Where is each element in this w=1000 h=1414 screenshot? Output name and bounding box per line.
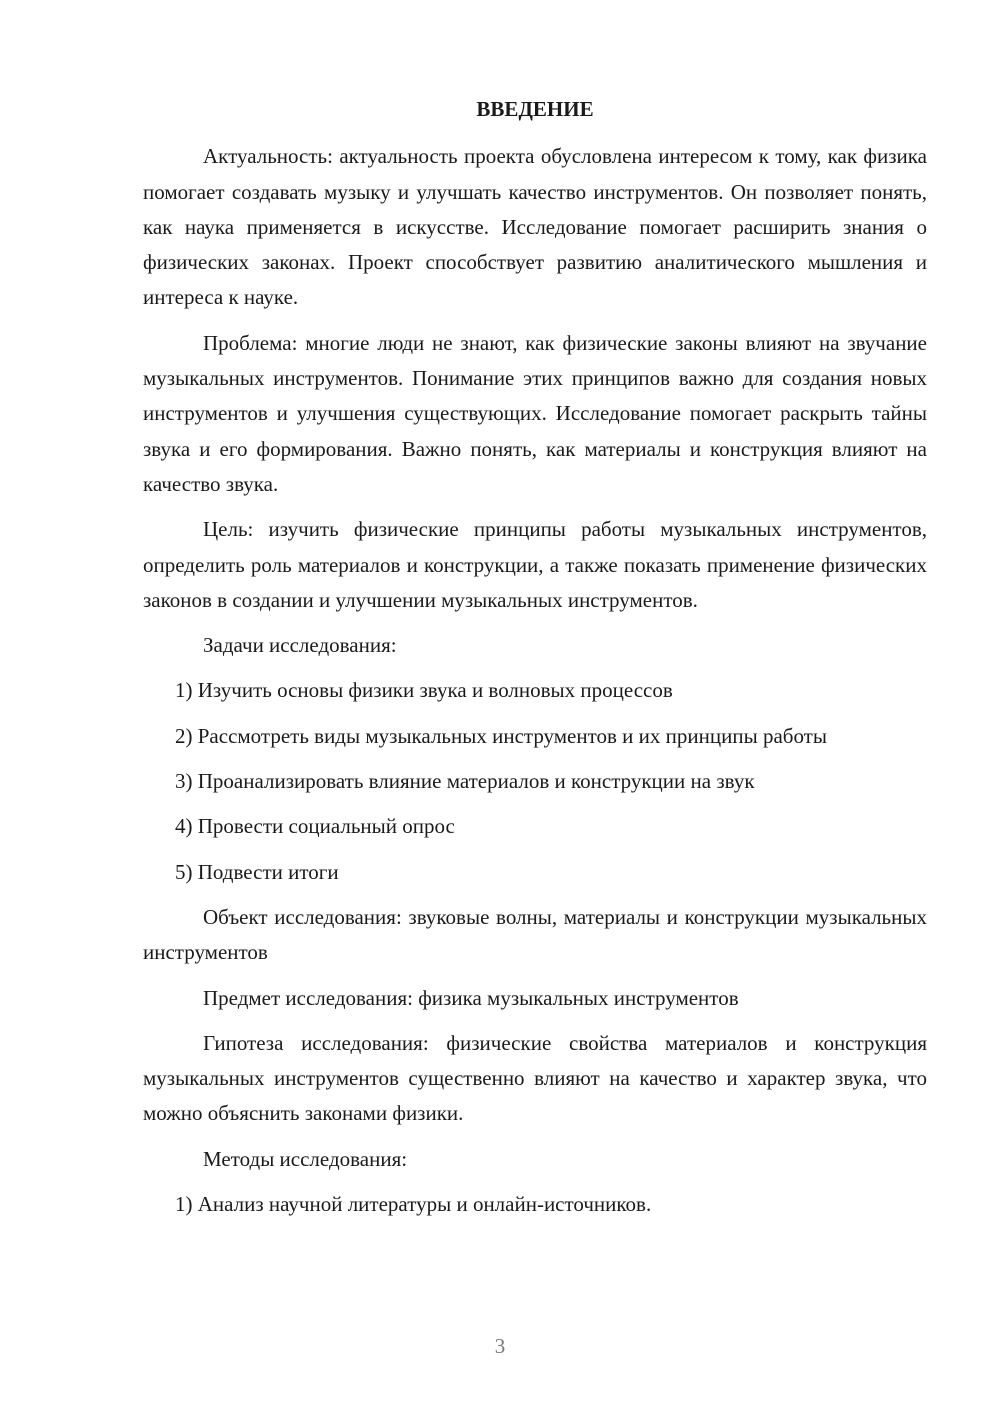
task-item: 2) Рассмотреть виды музыкальных инструментов и их принципы работы	[175, 723, 827, 748]
paragraph-object: Объект исследования: звуковые волны, материалы и конструкции музыкальных инструментов	[143, 904, 927, 965]
paragraph-goal: Цель: изучить физические принципы работы музыкальных инструментов, определить роль материалов и конструкции, а также показать применение физических законов в создании и улучшении музыкальных инструментов.	[143, 517, 927, 612]
page-number: 3	[494, 1334, 506, 1358]
paragraph-problem: Проблема: многие люди не знают, как физические законы влияют на звучание музыкальных инструментов. Понимание этих принципов важно для создания новых инструментов и улучшения существующих. Исследование помогает раскрыть тайны звука и его формирования. Важно понять, как материалы и конструкция влияют на качество звука.	[143, 330, 927, 496]
task-item: 5) Подвести итоги	[175, 859, 339, 884]
tasks-heading: Задачи исследования:	[203, 633, 397, 658]
methods-heading: Методы исследования:	[203, 1146, 408, 1171]
method-item: 1) Анализ научной литературы и онлайн-источников.	[175, 1192, 652, 1217]
paragraph-subject: Предмет исследования: физика музыкальных инструментов	[203, 985, 739, 1010]
page-title: ВВЕДЕНИЕ	[476, 97, 594, 121]
task-item: 1) Изучить основы физики звука и волновых процессов	[175, 678, 673, 703]
task-item: 3) Проанализировать влияние материалов и конструкции на звук	[175, 769, 755, 794]
paragraph-relevance: Актуальность: актуальность проекта обусловлена интересом к тому, как физика помогает создавать музыку и улучшать качество инструментов. Он позволяет понять, как наука применяется в искусстве. Исследование помогает расширить знания о физических законах. Проект способствует развитию аналитического мышления и интереса к науке.	[143, 144, 927, 310]
page-content	[143, 92, 927, 1232]
paragraph-hypothesis: Гипотеза исследования: физические свойства материалов и конструкция музыкальных инструментов существенно влияют на качество и характер звука, что можно объяснить законами физики.	[143, 1030, 927, 1126]
task-item: 4) Провести социальный опрос	[175, 814, 455, 839]
